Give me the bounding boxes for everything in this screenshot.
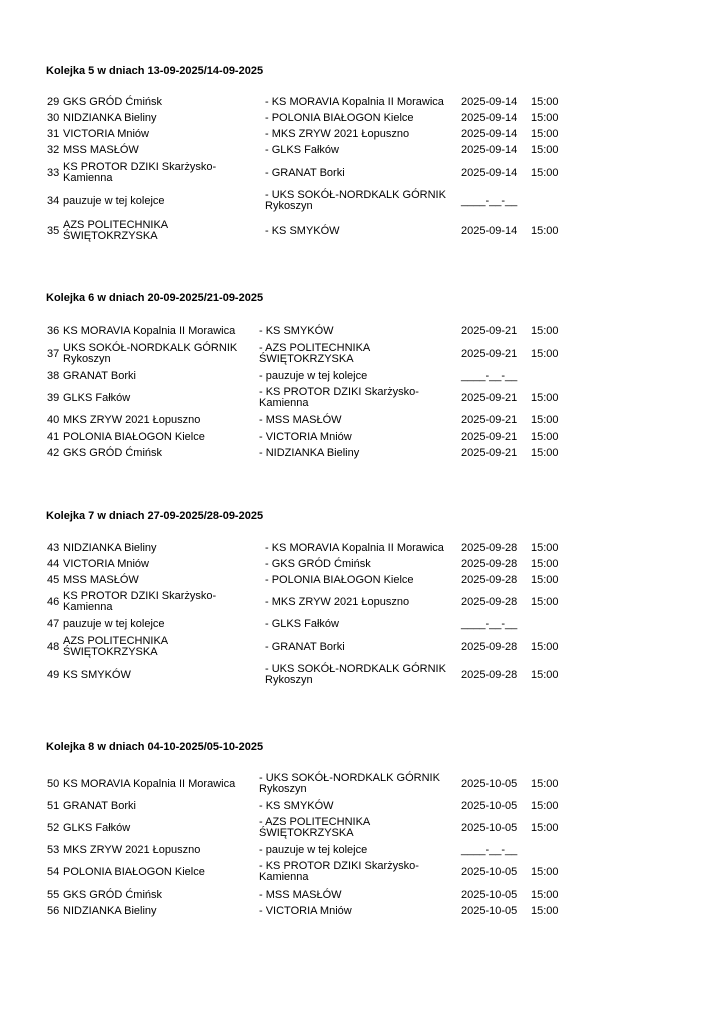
home-team	[63, 867, 253, 878]
match-number: 34	[47, 194, 60, 207]
home-team-line: KS PROTOR DZIKI Skarżysko-	[63, 161, 217, 173]
away-team	[259, 861, 455, 883]
away-team-line: - GRANAT Borki	[265, 166, 345, 179]
away-team-line: - GRANAT Borki	[265, 640, 345, 653]
away-team	[259, 432, 455, 443]
match-row	[0, 190, 724, 212]
away-team-line: - UKS SOKÓŁ-NORDKALK GÓRNIK	[265, 189, 446, 201]
away-team-line: - GLKS Fałków	[265, 144, 339, 156]
away-team	[265, 190, 461, 212]
match-row	[0, 415, 724, 426]
away-team-line: - NIDZIANKA Bieliny	[259, 447, 360, 459]
match-number: 50	[47, 777, 60, 790]
match-date: 2025-09-28	[461, 595, 518, 608]
away-team-line: - AZS POLITECHNIKA	[259, 342, 371, 354]
away-team	[259, 906, 455, 917]
match-time: 15:00	[531, 800, 559, 812]
match-number: 29	[47, 96, 60, 108]
away-team	[265, 97, 461, 108]
away-team	[265, 145, 461, 156]
home-team	[63, 823, 253, 834]
match-number: 49	[47, 668, 60, 681]
match-row	[0, 559, 724, 570]
away-team-line: Rykoszyn	[265, 200, 313, 212]
match-date: 2025-09-21	[461, 391, 518, 404]
match-row	[0, 343, 724, 365]
home-team	[63, 636, 253, 658]
home-team-line: POLONIA BIAŁOGON Kielce	[63, 431, 205, 443]
match-row	[0, 861, 724, 883]
home-team	[63, 890, 253, 901]
away-team	[265, 168, 461, 179]
away-team-line: - VICTORIA Mniów	[259, 905, 352, 917]
match-date: 2025-09-21	[461, 325, 518, 337]
away-team-line: - POLONIA BIAŁOGON Kielce	[265, 112, 414, 124]
away-team	[265, 226, 461, 237]
home-team	[63, 371, 253, 382]
match-time: 15:00	[531, 112, 559, 124]
away-team	[265, 664, 461, 686]
home-team	[63, 559, 253, 570]
home-team	[63, 196, 253, 207]
away-team	[259, 817, 455, 839]
match-date: ____-__-__	[461, 194, 518, 207]
match-date: 2025-09-14	[461, 112, 518, 124]
match-date: 2025-09-28	[461, 558, 518, 570]
match-date: 2025-09-28	[461, 640, 518, 653]
match-number: 31	[47, 128, 60, 140]
match-number: 36	[47, 325, 60, 337]
home-team-line: MKS ZRYW 2021 Łopuszno	[63, 414, 201, 426]
match-time: 15:00	[531, 821, 559, 834]
match-row	[0, 145, 724, 156]
home-team	[63, 393, 253, 404]
home-team-line: AZS POLITECHNIKA	[63, 635, 169, 647]
away-team-line: Kamienna	[259, 397, 309, 409]
home-team	[63, 113, 253, 124]
home-team	[63, 326, 253, 337]
away-team-line: ŚWIĘTOKRZYSKA	[259, 827, 354, 839]
away-team-line: - KS SMYKÓW	[259, 325, 334, 337]
match-row	[0, 113, 724, 124]
match-row	[0, 220, 724, 242]
away-team-line: - KS MORAVIA Kopalnia II Morawica	[265, 96, 444, 108]
home-team-line: pauzuje w tej kolejce	[63, 618, 165, 630]
match-time: 15:00	[531, 447, 559, 459]
away-team-line: - MSS MASŁÓW	[259, 889, 342, 901]
round-title: Kolejka 6 w dniach 20-09-2025/21-09-2025	[46, 292, 264, 304]
home-team-line: VICTORIA Mniów	[63, 558, 149, 570]
round-title: Kolejka 7 w dniach 27-09-2025/28-09-2025	[46, 510, 264, 522]
match-date: 2025-10-05	[461, 905, 518, 917]
match-number: 56	[47, 905, 60, 917]
match-row	[0, 371, 724, 382]
match-row	[0, 906, 724, 917]
match-row	[0, 773, 724, 795]
match-date: 2025-09-21	[461, 347, 518, 360]
away-team	[259, 801, 455, 812]
away-team	[265, 619, 461, 630]
match-date: 2025-09-14	[461, 166, 518, 179]
home-team	[63, 543, 253, 554]
away-team-line: - MKS ZRYW 2021 Łopuszno	[265, 595, 410, 608]
match-time: 15:00	[531, 144, 559, 156]
home-team-line: KS MORAVIA Kopalnia II Morawica	[63, 777, 236, 790]
match-time: 15:00	[531, 889, 559, 901]
match-time: 15:00	[531, 574, 559, 586]
match-time: 15:00	[531, 777, 559, 790]
away-team	[265, 113, 461, 124]
home-team-line: GKS GRÓD Ćmińsk	[63, 889, 163, 901]
home-team-line: GKS GRÓD Ćmińsk	[63, 447, 163, 459]
home-team	[63, 432, 253, 443]
away-team-line: - KS PROTOR DZIKI Skarżysko-	[259, 860, 419, 872]
away-team	[259, 890, 455, 901]
home-team	[63, 415, 253, 426]
match-number: 48	[47, 640, 60, 653]
match-time: 15:00	[531, 595, 559, 608]
match-number: 40	[47, 414, 60, 426]
home-team-line: GRANAT Borki	[63, 370, 136, 382]
match-time: 15:00	[531, 905, 559, 917]
match-row	[0, 326, 724, 337]
away-team	[259, 845, 455, 856]
away-team	[259, 326, 455, 337]
match-row	[0, 543, 724, 554]
home-team-line: pauzuje w tej kolejce	[63, 194, 165, 207]
away-team-line: - pauzuje w tej kolejce	[259, 844, 368, 856]
match-date: 2025-10-05	[461, 800, 518, 812]
away-team	[259, 343, 455, 365]
home-team-line: ŚWIĘTOKRZYSKA	[63, 230, 158, 242]
away-team	[259, 415, 455, 426]
match-time: 15:00	[531, 347, 559, 360]
match-number: 47	[47, 618, 60, 630]
home-team	[63, 575, 253, 586]
match-number: 33	[47, 166, 60, 179]
away-team-line: ŚWIĘTOKRZYSKA	[259, 353, 354, 365]
match-date: 2025-09-14	[461, 144, 518, 156]
match-time: 15:00	[531, 640, 559, 653]
match-row	[0, 432, 724, 443]
away-team-line: - KS SMYKÓW	[265, 224, 340, 237]
match-number: 44	[47, 558, 60, 570]
home-team	[63, 801, 253, 812]
match-row	[0, 845, 724, 856]
match-time: 15:00	[531, 414, 559, 426]
match-time: 15:00	[531, 558, 559, 570]
away-team-line: - UKS SOKÓŁ-NORDKALK GÓRNIK	[259, 772, 440, 784]
away-team	[259, 387, 455, 409]
home-team-line: ŚWIĘTOKRZYSKA	[63, 646, 158, 658]
home-team-line: NIDZIANKA Bieliny	[63, 112, 157, 124]
match-date: 2025-10-05	[461, 777, 518, 790]
away-team-line: - POLONIA BIAŁOGON Kielce	[265, 574, 414, 586]
match-row	[0, 575, 724, 586]
match-date: 2025-09-21	[461, 447, 518, 459]
match-number: 43	[47, 542, 60, 554]
match-number: 41	[47, 431, 60, 443]
home-team-line: MSS MASŁÓW	[63, 574, 139, 586]
match-row	[0, 387, 724, 409]
match-date: ____-__-__	[461, 370, 518, 382]
away-team	[259, 773, 455, 795]
match-number: 42	[47, 447, 60, 459]
match-date: 2025-09-14	[461, 96, 518, 108]
away-team-line: - KS SMYKÓW	[259, 800, 334, 812]
home-team	[63, 670, 253, 681]
match-date: 2025-09-21	[461, 431, 518, 443]
match-time: 15:00	[531, 431, 559, 443]
match-date: 2025-10-05	[461, 821, 518, 834]
home-team-line: UKS SOKÓŁ-NORDKALK GÓRNIK	[63, 342, 238, 354]
away-team	[265, 129, 461, 140]
home-team	[63, 779, 253, 790]
away-team	[259, 371, 455, 382]
home-team-line: Kamienna	[63, 601, 113, 613]
match-row	[0, 890, 724, 901]
away-team-line: - MSS MASŁÓW	[259, 414, 342, 426]
match-number: 37	[47, 347, 60, 360]
home-team-line: NIDZIANKA Bieliny	[63, 542, 157, 554]
home-team	[63, 591, 253, 613]
match-time: 15:00	[531, 668, 559, 681]
home-team-line: AZS POLITECHNIKA	[63, 219, 169, 231]
home-team-line: GLKS Fałków	[63, 391, 131, 404]
away-team	[265, 575, 461, 586]
match-date: ____-__-__	[461, 618, 518, 630]
match-date: 2025-10-05	[461, 865, 518, 878]
away-team-line: Rykoszyn	[259, 783, 307, 795]
home-team-line: MKS ZRYW 2021 Łopuszno	[63, 844, 201, 856]
match-number: 55	[47, 889, 60, 901]
match-time: 15:00	[531, 166, 559, 179]
match-number: 54	[47, 865, 60, 878]
away-team-line: - MKS ZRYW 2021 Łopuszno	[265, 128, 410, 140]
match-time: 15:00	[531, 96, 559, 108]
match-time: 15:00	[531, 325, 559, 337]
away-team-line: - UKS SOKÓŁ-NORDKALK GÓRNIK	[265, 663, 446, 675]
match-number: 38	[47, 370, 60, 382]
match-time: 15:00	[531, 542, 559, 554]
home-team-line: Kamienna	[63, 172, 113, 184]
home-team	[63, 97, 253, 108]
match-number: 52	[47, 821, 60, 834]
home-team	[63, 906, 253, 917]
home-team-line: KS SMYKÓW	[63, 668, 131, 681]
away-team	[265, 543, 461, 554]
home-team	[63, 448, 253, 459]
away-team	[265, 597, 461, 608]
match-number: 30	[47, 112, 60, 124]
home-team	[63, 162, 253, 184]
round-title: Kolejka 8 w dniach 04-10-2025/05-10-2025	[46, 741, 264, 753]
home-team	[63, 845, 253, 856]
home-team-line: GKS GRÓD Ćmińsk	[63, 96, 163, 108]
home-team-line: POLONIA BIAŁOGON Kielce	[63, 865, 205, 878]
away-team-line: - GKS GRÓD Ćmińsk	[265, 558, 371, 570]
match-row	[0, 97, 724, 108]
home-team-line: NIDZIANKA Bieliny	[63, 905, 157, 917]
match-row	[0, 448, 724, 459]
away-team	[265, 559, 461, 570]
match-date: 2025-10-05	[461, 889, 518, 901]
away-team-line: - KS PROTOR DZIKI Skarżysko-	[259, 386, 419, 398]
match-time: 15:00	[531, 224, 559, 237]
away-team-line: Rykoszyn	[265, 674, 313, 686]
match-date: ____-__-__	[461, 844, 518, 856]
home-team-line: GRANAT Borki	[63, 800, 136, 812]
match-time: 15:00	[531, 865, 559, 878]
match-row	[0, 619, 724, 630]
home-team-line: KS PROTOR DZIKI Skarżysko-	[63, 590, 217, 602]
match-number: 46	[47, 595, 60, 608]
home-team-line: GLKS Fałków	[63, 821, 131, 834]
home-team	[63, 220, 253, 242]
away-team-line: - AZS POLITECHNIKA	[259, 816, 371, 828]
away-team-line: - pauzuje w tej kolejce	[259, 370, 368, 382]
home-team	[63, 343, 253, 365]
away-team	[265, 642, 461, 653]
match-number: 32	[47, 144, 60, 156]
match-row	[0, 817, 724, 839]
away-team-line: - KS MORAVIA Kopalnia II Morawica	[265, 542, 444, 554]
home-team	[63, 129, 253, 140]
home-team-line: MSS MASŁÓW	[63, 144, 139, 156]
match-number: 45	[47, 574, 60, 586]
match-row	[0, 801, 724, 812]
away-team	[259, 448, 455, 459]
home-team	[63, 619, 253, 630]
away-team-line: - GLKS Fałków	[265, 618, 339, 630]
round-title: Kolejka 5 w dniach 13-09-2025/14-09-2025	[46, 65, 264, 77]
match-date: 2025-09-14	[461, 224, 518, 237]
match-row	[0, 591, 724, 613]
match-date: 2025-09-28	[461, 574, 518, 586]
home-team-line: Rykoszyn	[63, 353, 111, 365]
match-number: 39	[47, 391, 60, 404]
away-team-line: - VICTORIA Mniów	[259, 431, 352, 443]
away-team-line: Kamienna	[259, 871, 309, 883]
home-team-line: KS MORAVIA Kopalnia II Morawica	[63, 325, 236, 337]
match-row	[0, 664, 724, 686]
match-row	[0, 162, 724, 184]
match-row	[0, 636, 724, 658]
match-date: 2025-09-14	[461, 128, 518, 140]
match-date: 2025-09-21	[461, 414, 518, 426]
match-time: 15:00	[531, 391, 559, 404]
home-team	[63, 145, 253, 156]
match-number: 51	[47, 800, 60, 812]
match-date: 2025-09-28	[461, 542, 518, 554]
home-team-line: VICTORIA Mniów	[63, 128, 149, 140]
match-time: 15:00	[531, 128, 559, 140]
match-number: 53	[47, 844, 60, 856]
match-date: 2025-09-28	[461, 668, 518, 681]
match-row	[0, 129, 724, 140]
match-number: 35	[47, 224, 60, 237]
